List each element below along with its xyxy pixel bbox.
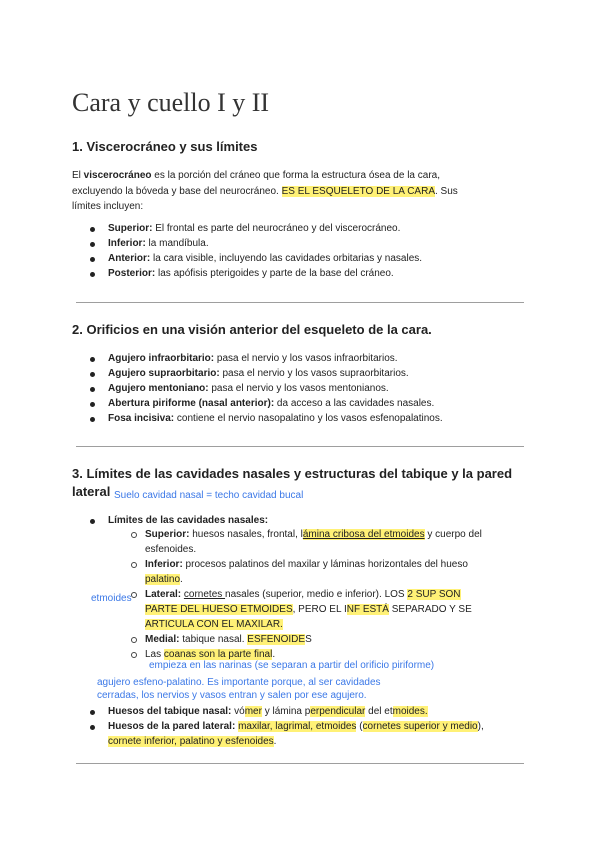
section-2-heading: 2. Orificios en una visión anterior del esqueleto de la cara. xyxy=(72,322,432,337)
bullet-dot xyxy=(90,387,95,392)
section-3-heading: 3. Límites de las cavidades nasales y estructuras del tabique y la pared xyxy=(72,466,513,481)
list-item: Superior: El frontal es parte del neurocráneo y del viscerocráneo. xyxy=(108,223,401,234)
bullet-dot xyxy=(90,272,95,277)
highlight: coanas son la parte final xyxy=(163,649,273,660)
list-item: Fosa incisiva: contiene el nervio nasopalatino y los vasos esfenopalatinos. xyxy=(108,413,443,424)
handwritten-note: cerradas, los nervios y vasos entran y salen por ese agujero. xyxy=(97,690,367,701)
highlight: moides. xyxy=(392,706,428,717)
page-title: Cara y cuello I y II xyxy=(72,88,270,117)
highlight: ARTICULA CON EL MAXILAR. xyxy=(145,619,283,630)
sub-list-item: Inferior: procesos palatinos del maxilar y láminas horizontales del hueso xyxy=(145,559,468,570)
section-1-heading: 1. Viscerocráneo y sus límites xyxy=(72,139,258,154)
highlight: maxilar, lagrimal, etmoides xyxy=(238,721,357,732)
bullet-dot xyxy=(90,242,95,247)
bullet-dot xyxy=(90,257,95,262)
highlight: PARTE DEL HUESO ETMOIDES xyxy=(145,604,293,615)
divider xyxy=(76,763,524,764)
list-item: Límites de las cavidades nasales: xyxy=(108,515,269,526)
section-1-intro: El viscerocráneo es la porción del cráneo que forma la estructura ósea de la cara, excluyendo la bóveda y base del neurocráneo. ES EL ESQUELETO DE LA CARA. Sus límites incluyen: xyxy=(72,170,458,212)
divider xyxy=(76,302,524,303)
list-item: Agujero infraorbitario: pasa el nervio y los vasos infraorbitarios. xyxy=(108,353,398,364)
sub-list-item: Superior: huesos nasales, frontal, lámina cribosa del etmoides y cuerpo del xyxy=(145,529,482,540)
highlight: superior y medio xyxy=(403,721,478,732)
bullet-dot xyxy=(90,402,95,407)
bullet-dot xyxy=(90,227,95,232)
sub-list-item: Las coanas son la parte final. xyxy=(145,649,276,660)
sub-bullet xyxy=(131,637,137,643)
list-item: Abertura piriforme (nasal anterior): da acceso a las cavidades nasales. xyxy=(108,398,435,409)
sub-list-item-cont: esfenoides. xyxy=(145,544,197,555)
sub-list-item-cont xyxy=(145,617,283,632)
sub-bullet xyxy=(131,652,137,658)
list-item-cont: cornete inferior, palatino y esfenoides. xyxy=(108,736,277,747)
list-item: Posterior: las apófisis pterigoides y parte de la base del cráneo. xyxy=(108,268,394,279)
bullet-dot xyxy=(90,372,95,377)
bullet-dot xyxy=(90,357,95,362)
list-item: Agujero mentoniano: pasa el nervio y los vasos mentonianos. xyxy=(108,383,389,394)
handwritten-note: agujero esfeno-palatino. Es importante porque, al ser cavidades xyxy=(97,677,381,688)
divider xyxy=(76,446,524,447)
highlight: palatino xyxy=(145,574,181,585)
list-item: Huesos del tabique nasal: vómer y lámina perpendicular del etmoides. xyxy=(108,706,428,717)
handwritten-note: Suelo cavidad nasal = techo cavidad bucal xyxy=(114,490,304,501)
list-item: Agujero supraorbitario: pasa el nervio y los vasos supraorbitarios. xyxy=(108,368,409,379)
bullet-dot xyxy=(90,710,95,715)
sub-list-item: Medial: tabique nasal. ESFENOIDES xyxy=(145,634,312,645)
highlight: cornete inferior, palatino y esfenoides xyxy=(108,736,274,747)
bullet-dot xyxy=(90,725,95,730)
sub-list-item: Lateral: cornetes nasales (superior, medio e inferior). LOS 2 SUP SON xyxy=(145,589,461,600)
bullet-dot xyxy=(90,519,95,524)
sub-bullet xyxy=(131,532,137,538)
highlight: mer xyxy=(244,706,262,717)
handwritten-note: etmoides xyxy=(91,593,132,604)
highlight: NF ESTÁ xyxy=(346,604,389,615)
highlight: 2 SUP SON xyxy=(407,589,461,600)
handwritten-note: empieza en las narinas (se separan a partir del orificio piriforme) xyxy=(149,660,435,671)
highlight: cornetes xyxy=(362,721,404,732)
highlight: ESFENOIDE xyxy=(247,634,306,645)
sub-list-item-cont: palatino. xyxy=(145,574,183,585)
highlight: ES EL ESQUELETO DE LA CARA xyxy=(281,185,435,197)
highlight: erpendicular xyxy=(310,706,366,717)
sub-bullet xyxy=(131,562,137,568)
sub-list-item-cont: PARTE DEL HUESO ETMOIDES, PERO EL INF ESTÁ SEPARADO Y SE xyxy=(145,604,472,615)
sub-bullet xyxy=(131,592,137,598)
highlight: ámina cribosa del etmoides xyxy=(302,529,425,540)
list-item: Huesos de la pared lateral: maxilar, lagrimal, etmoides (cornetes superior y medio), xyxy=(108,721,484,732)
bullet-dot xyxy=(90,417,95,422)
list-item: Inferior: la mandíbula. xyxy=(108,238,209,249)
list-item: Anterior: la cara visible, incluyendo las cavidades orbitarias y nasales. xyxy=(108,253,423,264)
section-3-heading-cont: lateral xyxy=(72,484,111,499)
